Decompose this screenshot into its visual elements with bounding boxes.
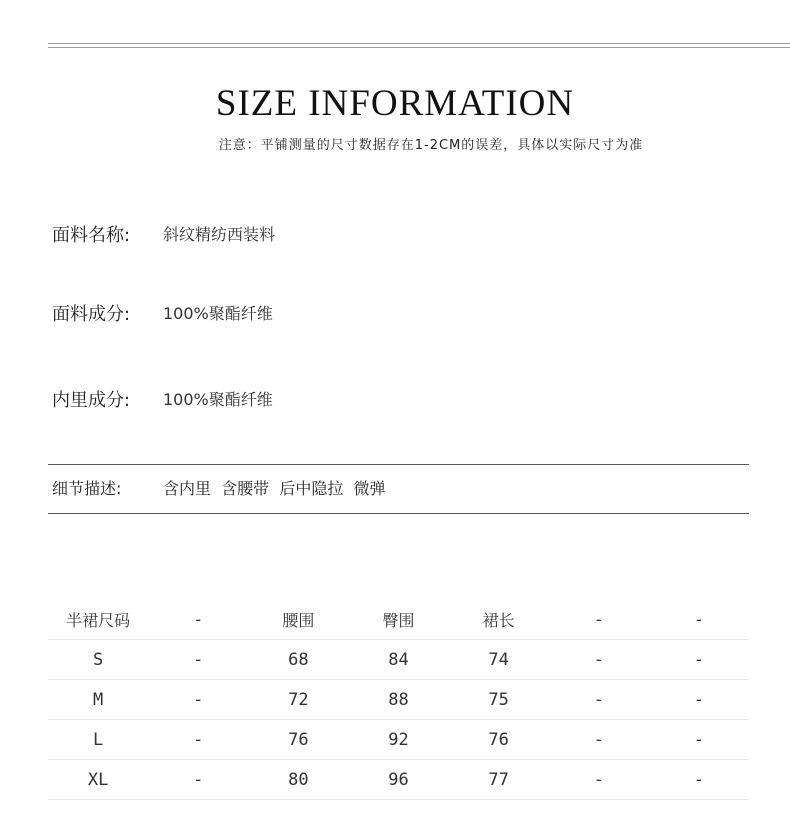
fabric-name-value: 斜纹精纺西装料 — [163, 225, 276, 244]
page-title: SIZE INFORMATION — [215, 83, 575, 124]
details-value: 含内里 含腰带 后中隐拉 微弹 — [163, 479, 386, 498]
blank-cell: - — [148, 640, 248, 680]
details-section — [48, 464, 749, 514]
size-cell: L — [48, 720, 148, 760]
length-cell: 75 — [449, 680, 549, 720]
hip-cell: 96 — [348, 760, 448, 800]
length-cell: 74 — [449, 640, 549, 680]
top-divider-line-secondary — [48, 47, 790, 48]
table-row — [48, 720, 749, 760]
blank-cell: - — [549, 640, 649, 680]
top-divider-line — [48, 43, 790, 44]
waist-cell: 72 — [248, 680, 348, 720]
blank-cell: - — [549, 680, 649, 720]
header-size: 半裙尺码 — [48, 600, 148, 640]
blank-cell: - — [148, 720, 248, 760]
hip-cell: 84 — [348, 640, 448, 680]
header-blank-1: - — [148, 600, 248, 640]
lining-composition-value: 100%聚酯纤维 — [163, 390, 273, 409]
blank-cell: - — [649, 720, 749, 760]
size-cell: S — [48, 640, 148, 680]
table-row — [48, 680, 749, 720]
header-blank-3: - — [649, 600, 749, 640]
waist-cell: 68 — [248, 640, 348, 680]
waist-cell: 80 — [248, 760, 348, 800]
blank-cell: - — [148, 760, 248, 800]
fabric-composition-value: 100%聚酯纤维 — [163, 304, 273, 323]
length-cell: 77 — [449, 760, 549, 800]
fabric-name-label: 面料名称: — [52, 225, 131, 246]
size-table — [48, 600, 749, 800]
blank-cell: - — [549, 720, 649, 760]
table-row — [48, 640, 749, 680]
blank-cell: - — [649, 640, 749, 680]
blank-cell: - — [649, 680, 749, 720]
table-row — [48, 760, 749, 800]
hip-cell: 88 — [348, 680, 448, 720]
table-header-row — [48, 600, 749, 640]
lining-composition-label: 内里成分: — [52, 390, 131, 411]
size-cell: XL — [48, 760, 148, 800]
details-label: 细节描述: — [52, 479, 122, 498]
header-hip: 臀围 — [348, 600, 448, 640]
blank-cell: - — [649, 760, 749, 800]
fabric-composition-label: 面料成分: — [52, 304, 131, 325]
header-blank-2: - — [549, 600, 649, 640]
size-cell: M — [48, 680, 148, 720]
header-length: 裙长 — [449, 600, 549, 640]
blank-cell: - — [549, 760, 649, 800]
length-cell: 76 — [449, 720, 549, 760]
hip-cell: 92 — [348, 720, 448, 760]
waist-cell: 76 — [248, 720, 348, 760]
blank-cell: - — [148, 680, 248, 720]
header-waist: 腰围 — [248, 600, 348, 640]
measurement-note: 注意：平铺测量的尺寸数据存在1-2CM的误差，具体以实际尺寸为准 — [218, 138, 644, 153]
